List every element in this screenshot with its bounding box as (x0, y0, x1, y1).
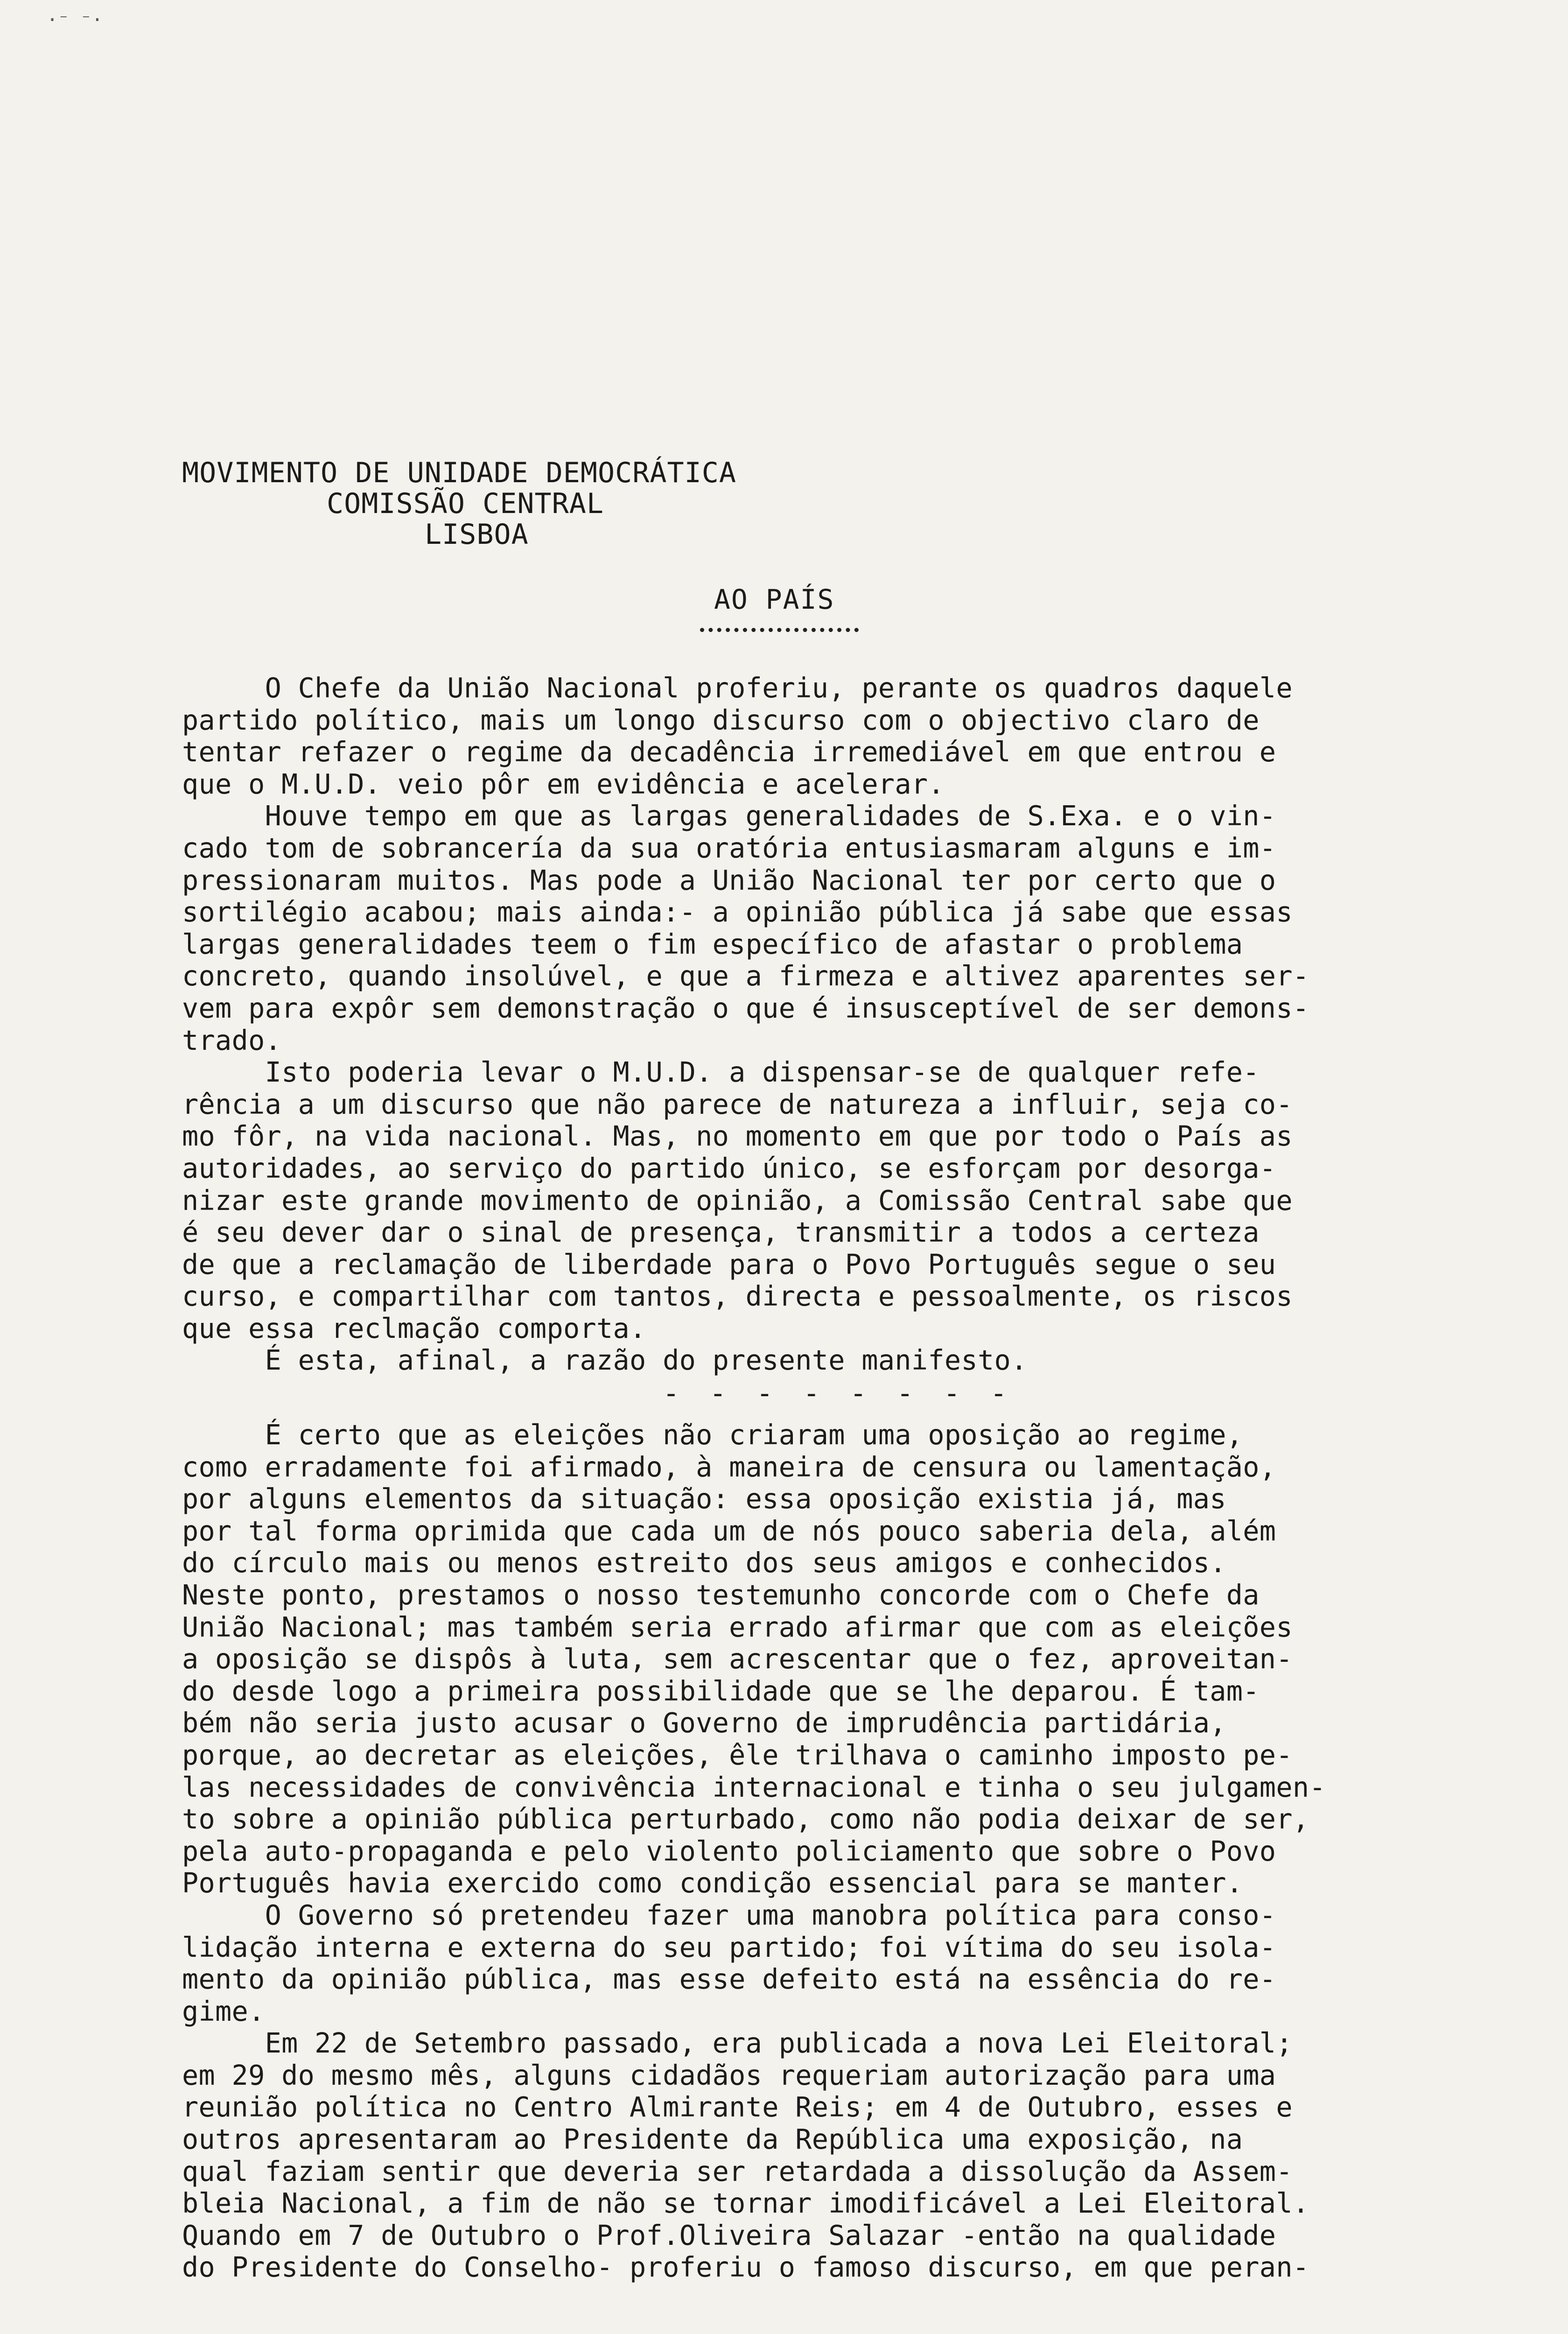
body-section-1 (182, 672, 1479, 1377)
text-line: sortilégio acabou; mais ainda:- a opinião pública já sabe que essas (182, 896, 1293, 928)
text-line: rência a um discurso que não parece de natureza a influir, seja co- (182, 1088, 1293, 1120)
text-line: pressionaram muitos. Mas pode a União Nacional ter por certo que o (182, 864, 1276, 896)
text-line: las necessidades de convivência internacional e tinha o seu julgamen- (182, 1771, 1326, 1803)
text-line: trado. (182, 1024, 282, 1056)
text-line: mo fôr, na vida nacional. Mas, no momento em que por todo o País as (182, 1120, 1293, 1153)
text-line: do desde logo a primeira possibilidade que se lhe deparou. É tam- (182, 1675, 1260, 1707)
text-line: É certo que as eleições não criaram uma oposição ao regime, (182, 1419, 1243, 1451)
letterhead (182, 457, 835, 550)
letterhead-city: LISBOA (425, 518, 529, 551)
text-line: em 29 do mesmo mês, alguns cidadãos requeriam autorização para uma (182, 2059, 1276, 2091)
text-line: curso, e compartilhar com tantos, directa e pessoalmente, os riscos (182, 1280, 1293, 1313)
text-line: concreto, quando insolúvel, e que a firmeza e altivez aparentes ser- (182, 960, 1309, 992)
letterhead-committee: COMISSÃO CENTRAL (327, 487, 604, 520)
text-line: autoridades, ao serviço do partido único, se esforçam por desorga- (182, 1152, 1276, 1184)
text-line: é seu dever dar o sinal de presença, transmitir a todos a certeza (182, 1216, 1260, 1249)
text-line: União Nacional; mas também seria errado afirmar que com as eleições (182, 1611, 1293, 1643)
text-line: porque, ao decretar as eleições, êle trilhava o caminho imposto pe- (182, 1739, 1293, 1771)
text-line: partido político, mais um longo discurso com o objectivo claro de (182, 704, 1260, 736)
text-line: como erradamente foi afirmado, à maneira de censura ou lamentação, (182, 1451, 1276, 1483)
text-line: do Presidente do Conselho- proferiu o famoso discurso, em que peran- (182, 2251, 1309, 2284)
text-line: mento da opinião pública, mas esse defeito está na essência do re- (182, 1963, 1276, 1996)
text-line: por alguns elementos da situação: essa oposição existia já, mas (182, 1483, 1226, 1515)
text-line: outros apresentaram ao Presidente da República uma exposição, na (182, 2123, 1243, 2156)
text-line: gime. (182, 1995, 265, 2027)
text-line: bleia Nacional, a fim de não se tornar imodificável a Lei Eleitoral. (182, 2187, 1309, 2220)
text-line: a oposição se dispôs à luta, sem acrescentar que o fez, aproveitan- (182, 1643, 1293, 1675)
letterhead-organization: MOVIMENTO DE UNIDADE DEMOCRÁTICA (182, 457, 736, 489)
text-line: Português havia exercido como condição essencial para se manter. (182, 1867, 1243, 1899)
text-line: tentar refazer o regime da decadência irremediável em que entrou e (182, 736, 1276, 768)
text-line: Em 22 de Setembro passado, era publicada a nova Lei Eleitoral; (182, 2027, 1293, 2060)
text-line: Houve tempo em que as largas generalidades de S.Exa. e o vin- (182, 800, 1276, 832)
text-line: É esta, afinal, a razão do presente manifesto. (182, 1344, 1028, 1377)
text-line: O Chefe da União Nacional proferiu, perante os quadros daquele (182, 672, 1293, 704)
text-line: que o M.U.D. veio pôr em evidência e acelerar. (182, 768, 945, 800)
text-line: to sobre a opinião pública perturbado, como não podia deixar de ser, (182, 1803, 1309, 1835)
text-line: Isto poderia levar o M.U.D. a dispensar-se de qualquer refe- (182, 1056, 1260, 1089)
text-line: que essa reclmação comporta. (182, 1312, 646, 1344)
text-line: de que a reclamação de liberdade para o Povo Português segue o seu (182, 1248, 1276, 1280)
text-line: cado tom de sobrancería da sua oratória entusiasmaram alguns e im- (182, 832, 1276, 864)
body-section-2 (182, 1419, 1479, 2284)
text-line: bém não seria justo acusar o Governo de imprudência partidária, (182, 1707, 1226, 1739)
text-line: lidação interna e externa do seu partido; foi vítima do seu isola- (182, 1931, 1276, 1963)
text-line: por tal forma oprimida que cada um de nós pouco saberia dela, além (182, 1515, 1276, 1547)
text-line: do círculo mais ou menos estreito dos seus amigos e conhecidos. (182, 1547, 1226, 1579)
text-line: O Governo só pretendeu fazer uma manobra política para conso- (182, 1899, 1276, 1931)
text-line: reunião política no Centro Almirante Reis; em 4 de Outubro, esses e (182, 2091, 1293, 2123)
text-line: pela auto-propaganda e pelo violento policiamento que sobre o Povo (182, 1835, 1276, 1867)
section-separator: - - - - - - - - (663, 1377, 1014, 1410)
text-line: qual faziam sentir que deveria ser retardada a dissolução da Assem- (182, 2155, 1293, 2187)
title-underline (700, 628, 859, 632)
text-line: Quando em 7 de Outubro o Prof.Oliveira Salazar -então na qualidade (182, 2219, 1276, 2251)
text-line: largas generalidades teem o fim específico de afastar o problema (182, 928, 1243, 960)
paper-speck: ·⁻ ⁻· (47, 9, 103, 31)
document-title: AO PAÍS (714, 584, 835, 615)
text-line: Neste ponto, prestamos o nosso testemunho concorde com o Chefe da (182, 1579, 1260, 1611)
text-line: nizar este grande movimento de opinião, a Comissão Central sabe que (182, 1184, 1293, 1216)
text-line: vem para expôr sem demonstração o que é insusceptível de ser demons- (182, 992, 1309, 1024)
